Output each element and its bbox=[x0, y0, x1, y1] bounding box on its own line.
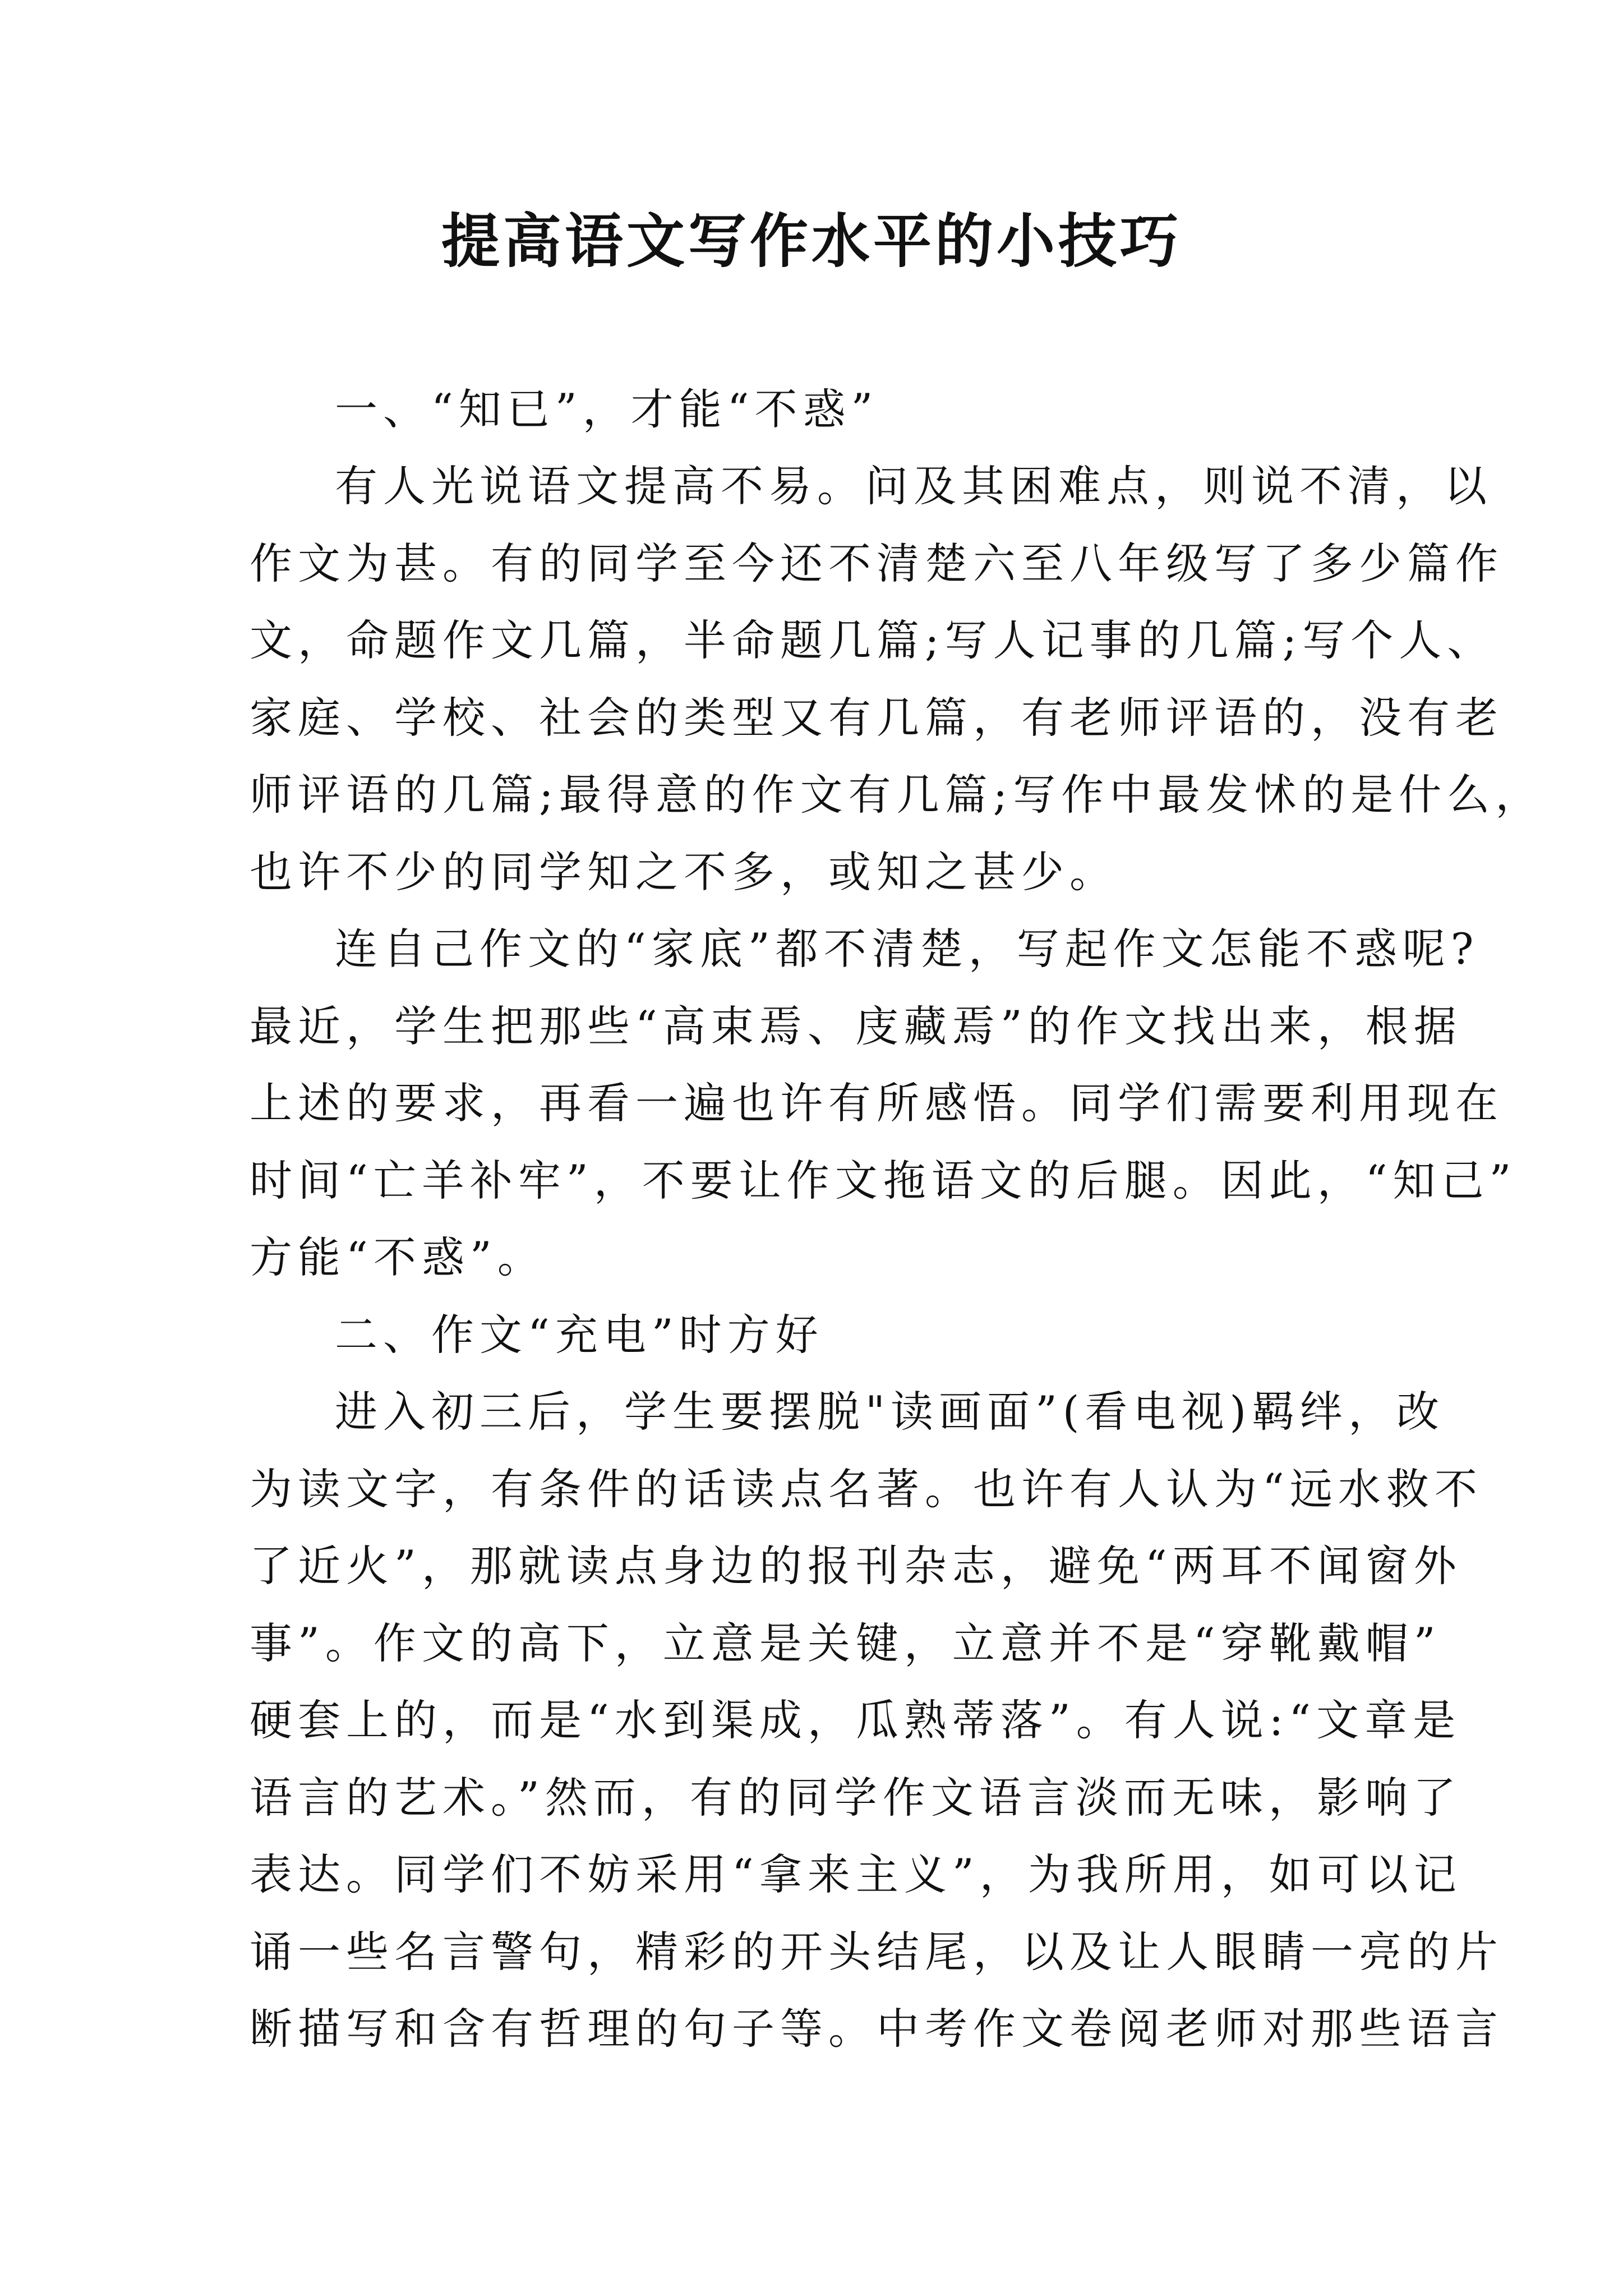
document-title: 提高语文写作水平的小技巧 bbox=[441, 206, 1182, 275]
paragraph-line: 方能“不惑”。 bbox=[250, 1232, 546, 1282]
paragraph-line: 事”。作文的高下，立意是关键，立意并不是“穿靴戴帽” bbox=[250, 1618, 1441, 1668]
paragraph-line: 断描写和含有哲理的句子等。中考作文卷阅老师对那些语言 bbox=[250, 2004, 1504, 2054]
paragraph-line: 连自己作文的“家底”都不清楚，写起作文怎能不惑呢? bbox=[335, 924, 1479, 974]
paragraph-line: 表达。同学们不妨采用“拿来主义”，为我所用，如可以记 bbox=[250, 1849, 1462, 1899]
paragraph-line: 最近，学生把那些“高束焉、庋藏焉”的作文找出来，根据 bbox=[250, 1001, 1462, 1051]
paragraph-line: 硬套上的，而是“水到渠成，瓜熟蒂落”。有人说:“文章是 bbox=[250, 1695, 1461, 1745]
section-heading-1: 一、“知已”，才能“不惑” bbox=[335, 384, 879, 434]
paragraph-line: 进入初三后，学生要摆脱"读画面”(看电视)羁绊，改 bbox=[335, 1387, 1445, 1437]
paragraph-line: 有人光说语文提高不易。问及其困难点，则说不清，以 bbox=[335, 461, 1492, 511]
paragraph-line: 时间“亡羊补牢”，不要让作文拖语文的后腿。因此，“知己” bbox=[250, 1156, 1517, 1205]
paragraph-line: 也许不少的同学知之不多，或知之甚少。 bbox=[250, 847, 1118, 897]
paragraph-line: 上述的要求，再看一遍也许有所感悟。同学们需要利用现在 bbox=[250, 1078, 1504, 1128]
section-heading-2: 二、作文“充电”时方好 bbox=[335, 1310, 824, 1360]
paragraph-line: 作文为甚。有的同学至今还不清楚六至八年级写了多少篇作 bbox=[250, 539, 1504, 588]
paragraph-line: 诵一些名言警句，精彩的开头结尾，以及让人眼睛一亮的片 bbox=[250, 1927, 1504, 1977]
paragraph-line: 师评语的几篇;最得意的作文有几篇;写作中最发怵的是什么， bbox=[250, 770, 1544, 820]
paragraph-line: 文，命题作文几篇，半命题几篇;写人记事的几篇;写个人、 bbox=[250, 615, 1496, 665]
paragraph-line: 家庭、学校、社会的类型又有几篇，有老师评语的，没有老 bbox=[250, 693, 1504, 743]
paragraph-line: 语言的艺术。”然而，有的同学作文语言淡而无味，影响了 bbox=[250, 1773, 1461, 1823]
paragraph-line: 了近火”，那就读点身边的报刊杂志，避免“两耳不闻窗外 bbox=[250, 1541, 1462, 1591]
paragraph-line: 为读文字，有条件的话读点名著。也许有人认为“远水救不 bbox=[250, 1464, 1483, 1514]
